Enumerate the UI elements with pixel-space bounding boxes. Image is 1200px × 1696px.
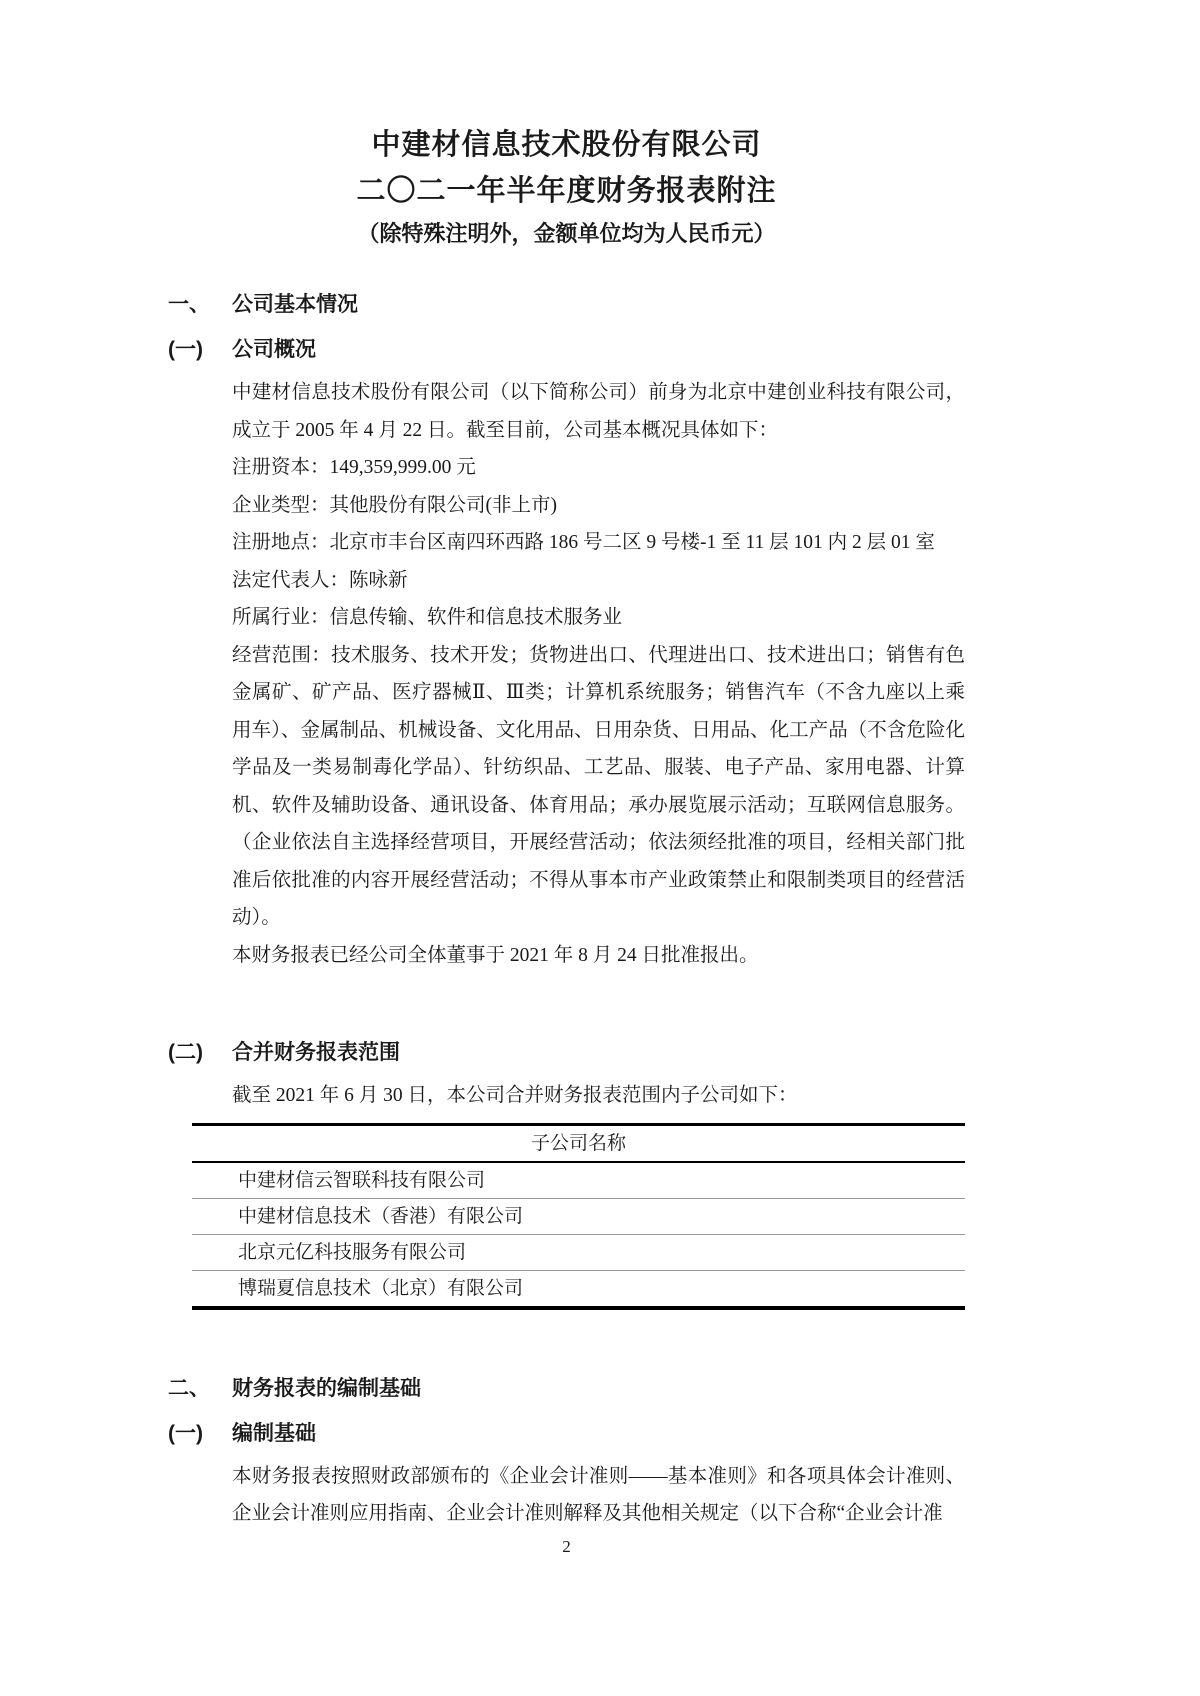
subsidiaries-table <box>192 1123 965 1310</box>
table-row: 中建材信云智联科技有限公司 <box>192 1163 965 1199</box>
table-header-subsidiary-name: 子公司名称 <box>192 1126 965 1163</box>
table-row: 博瑞夏信息技术（北京）有限公司 <box>238 1277 524 1299</box>
currency-note: （除特殊注明外，金额单位均为人民币元） <box>357 221 776 246</box>
section-title: 公司基本情况 <box>232 293 358 316</box>
paragraph-company-intro: 中建材信息技术股份有限公司（以下简称公司）前身为北京中建创业科技有限公司，成立于 2005 年 4 月 22 日。截至目前，公司基本概况具体如下： <box>232 382 965 441</box>
subsection-title: 编制基础 <box>232 1421 316 1445</box>
item-legal-representative: 法定代表人：陈咏新 <box>232 569 408 591</box>
item-industry: 所属行业：信息传输、软件和信息技术服务业 <box>232 607 623 628</box>
subsection-number: (一) <box>168 1421 203 1445</box>
item-business-scope: 经营范围：技术服务、技术开发；货物进出口、代理进出口、技术进出口；销售有色金属矿、矿产品、医疗器械Ⅱ、Ⅲ类；计算机系统服务；销售汽车（不含九座以上乘用车）、金属制品、机械设备、文化用品、日用杂货、日用品、化工产品（不含危险化学品及一类易制毒化学品）、针纺织品、工艺品、服装、电子产品、家用电器、计算机、软件及辅助设备、通讯设备、体育用品；承办展览展示活动；互联网信息服务。（企业依法自主选择经营项目，开展经营活动；依法须经批准的项目，经相关部门批准后依批准的内容开展经营活动；不得从事本市产业政策禁止和限制类项目的经营活动）。 <box>232 644 965 928</box>
subsection-number: (二) <box>168 1041 203 1064</box>
item-registered-address: 注册地点：北京市丰台区南四环西路 186 号二区 9 号楼-1 至 11 层 101 内 2 层 01 室 <box>232 532 935 553</box>
subsection-title: 公司概况 <box>232 338 316 361</box>
subsection-overview-heading <box>168 335 965 365</box>
report-title: 二〇二一年半年度财务报表附注 <box>356 175 777 207</box>
title-block <box>168 122 965 254</box>
paragraph-consolidation-intro: 截至 2021 年 6 月 30 日，本公司合并财务报表范围内子公司如下： <box>232 1085 798 1106</box>
overview-body <box>232 374 965 974</box>
paragraph-basis-intro: 本财务报表按照财政部颁布的《企业会计准则——基本准则》和各项具体会计准则、企业会计准则应用指南、企业会计准则解释及其他相关规定（以下合称“企业会计准 <box>232 1465 965 1524</box>
section-number: 一、 <box>168 293 210 316</box>
basis-body <box>232 1458 965 1533</box>
paragraph-approval: 本财务报表已经公司全体董事于 2021 年 8 月 24 日批准报出。 <box>232 944 759 966</box>
table-row: 中建材信息技术（香港）有限公司 <box>192 1199 965 1235</box>
section-title: 财务报表的编制基础 <box>232 1376 421 1400</box>
section-company-heading <box>168 290 965 320</box>
subsection-consolidation-heading <box>168 1038 965 1068</box>
page-number: 2 <box>562 1537 571 1556</box>
table-row: 北京元亿科技服务有限公司 <box>192 1235 965 1271</box>
section-number: 二、 <box>168 1376 210 1400</box>
subsection-number: (一) <box>168 338 203 361</box>
subsection-title: 合并财务报表范围 <box>232 1041 400 1064</box>
item-enterprise-type: 企业类型：其他股份有限公司(非上市) <box>232 494 557 516</box>
company-name-title: 中建材信息技术股份有限公司 <box>371 129 762 161</box>
item-registered-capital: 注册资本：149,359,999.00 元 <box>232 457 476 478</box>
subsection-basis-heading <box>168 1419 965 1449</box>
section-basis-heading <box>168 1374 965 1404</box>
consolidation-body <box>232 1077 965 1115</box>
